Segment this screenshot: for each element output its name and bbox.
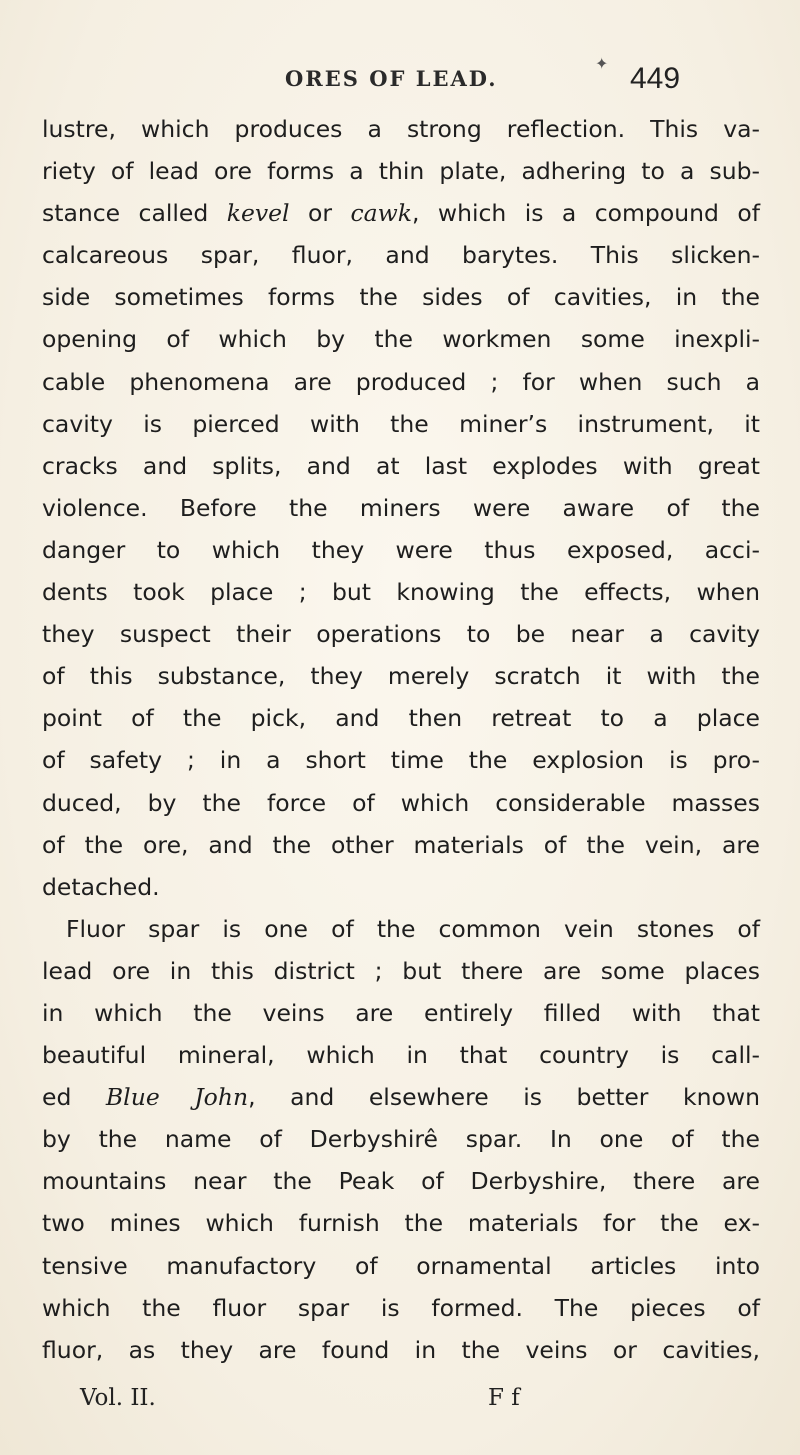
text-line xyxy=(42,445,760,487)
text-segment: duced, by the force of which considerable masses xyxy=(42,788,760,817)
sheet-signature-mark: F f xyxy=(488,1385,520,1411)
text-line xyxy=(42,655,760,697)
star-ornament: ✦ xyxy=(595,54,609,73)
text-segment: in which the veins are entirely filled with that xyxy=(42,998,760,1027)
text-line xyxy=(42,824,760,866)
text-line xyxy=(42,866,760,908)
running-head xyxy=(0,54,800,102)
text-segment: of safety ; in a short time the explosion is pro- xyxy=(42,746,760,775)
text-segment: detached. xyxy=(42,872,160,901)
text-line xyxy=(42,1076,760,1118)
text-segment: or xyxy=(289,199,351,228)
text-line xyxy=(42,192,760,234)
text-segment: beautiful mineral, which in that country is call- xyxy=(42,1041,760,1070)
italic-term: kevel xyxy=(226,199,290,228)
text-line xyxy=(42,108,760,150)
body-text xyxy=(42,108,760,1371)
page-number: 449 xyxy=(630,62,681,95)
text-line xyxy=(42,1118,760,1160)
text-segment: two mines which furnish the materials for the ex- xyxy=(42,1209,760,1238)
text-segment: stance called xyxy=(42,199,227,228)
text-line xyxy=(42,403,760,445)
text-segment: point of the pick, and then retreat to a place xyxy=(42,704,760,733)
text-line xyxy=(42,613,760,655)
text-line xyxy=(42,234,760,276)
text-line xyxy=(42,1287,760,1329)
text-segment: Fluor spar is one of the common vein stones of xyxy=(66,914,760,943)
text-line xyxy=(42,150,760,192)
text-segment: lustre, which produces a strong reflection. This va- xyxy=(42,115,760,143)
text-segment: which the fluor spar is formed. The pieces of xyxy=(42,1293,760,1322)
text-segment: tensive manufactory of ornamental articles into xyxy=(42,1251,760,1280)
text-line xyxy=(42,908,760,950)
text-segment: opening of which by the workmen some inexpli- xyxy=(42,325,760,354)
text-line xyxy=(42,1202,760,1244)
text-segment: they suspect their operations to be near a cavity xyxy=(42,620,760,649)
text-line xyxy=(42,571,760,613)
italic-term: Blue John xyxy=(105,1083,249,1112)
text-line xyxy=(42,697,760,739)
text-segment: of this substance, they merely scratch it with the xyxy=(42,662,760,691)
text-segment: ed xyxy=(42,1083,106,1112)
volume-signature: Vol. II. xyxy=(80,1385,156,1411)
text-line xyxy=(42,992,760,1034)
text-line xyxy=(42,782,760,824)
text-line xyxy=(42,950,760,992)
text-line xyxy=(42,529,760,571)
text-segment: dents took place ; but knowing the effects, when xyxy=(42,578,760,607)
running-title: ORES OF LEAD. xyxy=(285,66,498,91)
text-segment: cracks and splits, and at last explodes with great xyxy=(42,451,760,480)
text-line xyxy=(42,1329,760,1371)
text-segment: of the ore, and the other materials of the vein, are xyxy=(42,830,760,859)
text-line xyxy=(42,276,760,318)
text-segment: violence. Before the miners were aware of the xyxy=(42,493,760,522)
text-line xyxy=(42,487,760,529)
italic-term: cawk xyxy=(350,199,412,228)
text-line xyxy=(42,1245,760,1287)
text-line xyxy=(42,361,760,403)
text-line xyxy=(42,1160,760,1202)
text-segment: , and elsewhere is better known xyxy=(248,1083,760,1112)
text-segment: lead ore in this district ; but there are some places xyxy=(42,956,760,985)
text-segment: mountains near the Peak of Derbyshire, there are xyxy=(42,1167,760,1196)
text-segment: riety of lead ore forms a thin plate, adhering to a sub- xyxy=(42,157,760,186)
text-segment: , which is a compound of xyxy=(411,199,760,228)
text-segment: fluor, as they are found in the veins or cavities, xyxy=(42,1335,760,1364)
text-line xyxy=(42,1034,760,1076)
text-line xyxy=(42,318,760,360)
text-segment: calcareous spar, fluor, and barytes. This slicken- xyxy=(42,241,760,270)
page-footer xyxy=(0,1385,800,1425)
text-line xyxy=(42,739,760,781)
text-segment: danger to which they were thus exposed, acci- xyxy=(42,535,760,564)
text-segment: cavity is pierced with the miner’s instrument, it xyxy=(42,409,760,438)
text-segment: side sometimes forms the sides of cavities, in the xyxy=(42,283,760,312)
text-segment: cable phenomena are produced ; for when such a xyxy=(42,367,760,396)
text-segment: by the name of Derbyshirê spar. In one of the xyxy=(42,1125,760,1154)
